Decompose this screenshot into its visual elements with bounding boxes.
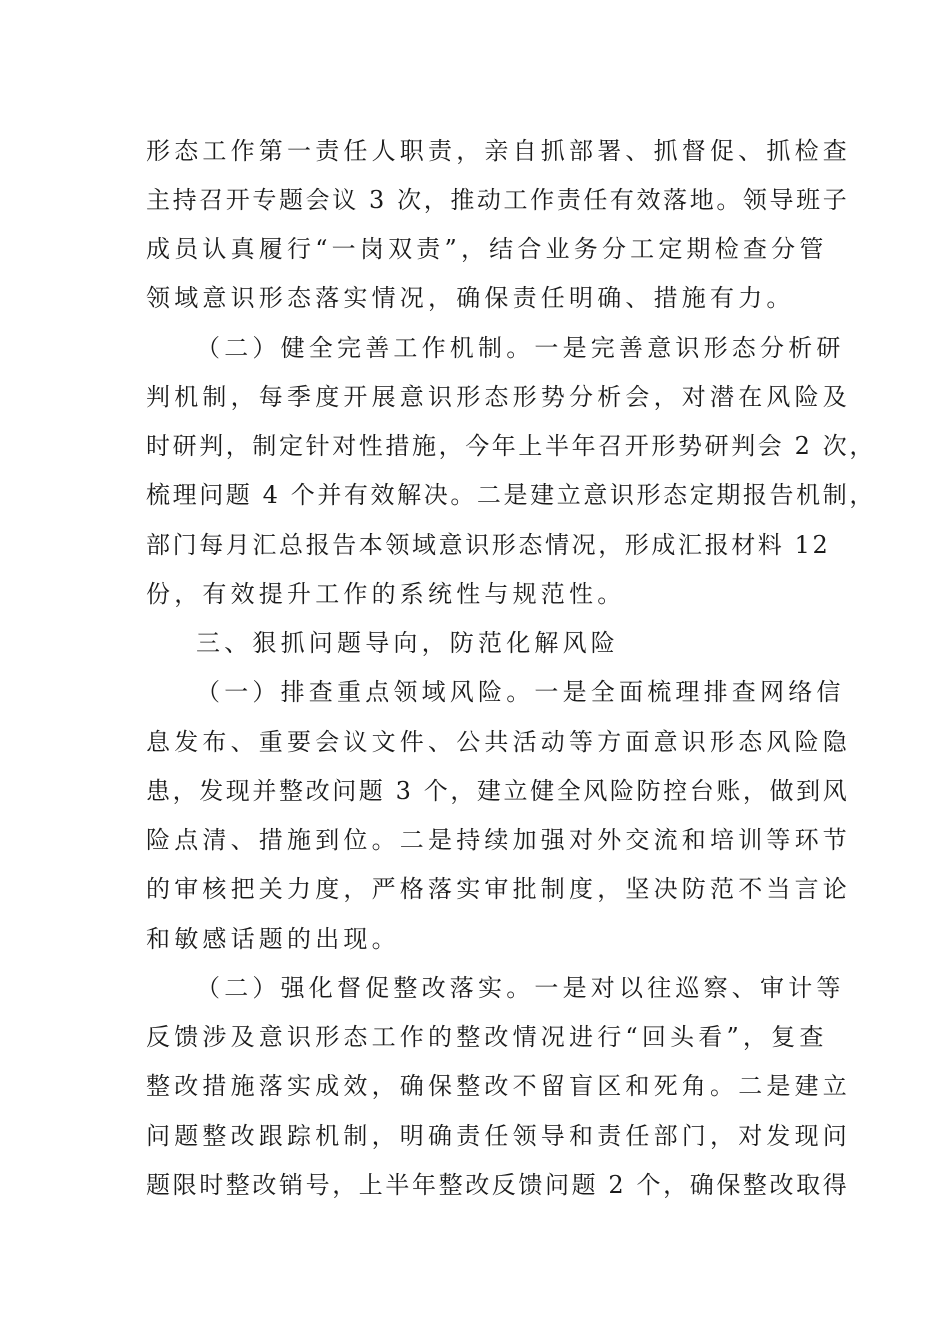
text-line: 和敏感话题的出现。: [146, 925, 400, 953]
text-line: 领域意识形态落实情况，确保责任明确、措施有力。: [146, 284, 795, 312]
section-heading: 三、狠抓问题导向，防范化解风险: [196, 629, 619, 657]
text-line: 梳理问题 4 个并有效解决。二是建立意识形态定期报告机制，: [146, 481, 876, 509]
text-line: 时研判，制定针对性措施，今年上半年召开形势研判会 2 次，: [146, 432, 876, 460]
text-line: 份，有效提升工作的系统性与规范性。: [146, 580, 626, 608]
text-line: 形态工作第一责任人职责，亲自抓部署、抓督促、抓检查: [146, 137, 851, 165]
text-line: 部门每月汇总报告本领域意识形态情况，形成汇报材料 12: [146, 531, 831, 559]
text-line: 判机制，每季度开展意识形态形势分析会，对潜在风险及: [146, 383, 851, 411]
text-line: 问题整改跟踪机制，明确责任领导和责任部门，对发现问: [146, 1122, 851, 1150]
text-line: （二）强化督促整改落实。一是对以往巡察、审计等: [196, 974, 845, 1002]
text-line: 息发布、重要会议文件、公共活动等方面意识形态风险隐: [146, 728, 851, 756]
text-line: 主持召开专题会议 3 次，推动工作责任有效落地。领导班子: [146, 186, 850, 214]
text-line: （一）排查重点领域风险。一是全面梳理排查网络信: [196, 678, 845, 706]
text-line: 题限时整改销号，上半年整改反馈问题 2 个，确保整改取得: [146, 1171, 850, 1199]
text-line: 成员认真履行“一岗双责”，结合业务分工定期检查分管: [146, 235, 828, 263]
text-line: 反馈涉及意识形态工作的整改情况进行“回头看”，复查: [146, 1023, 828, 1051]
text-line: （二）健全完善工作机制。一是完善意识形态分析研: [196, 334, 845, 362]
text-line: 患，发现并整改问题 3 个，建立健全风险防控台账，做到风: [146, 777, 850, 805]
text-line: 的审核把关力度，严格落实审批制度，坚决防范不当言论: [146, 875, 851, 903]
text-line: 险点清、措施到位。二是持续加强对外交流和培训等环节: [146, 826, 851, 854]
text-line: 整改措施落实成效，确保整改不留盲区和死角。二是建立: [146, 1072, 851, 1100]
